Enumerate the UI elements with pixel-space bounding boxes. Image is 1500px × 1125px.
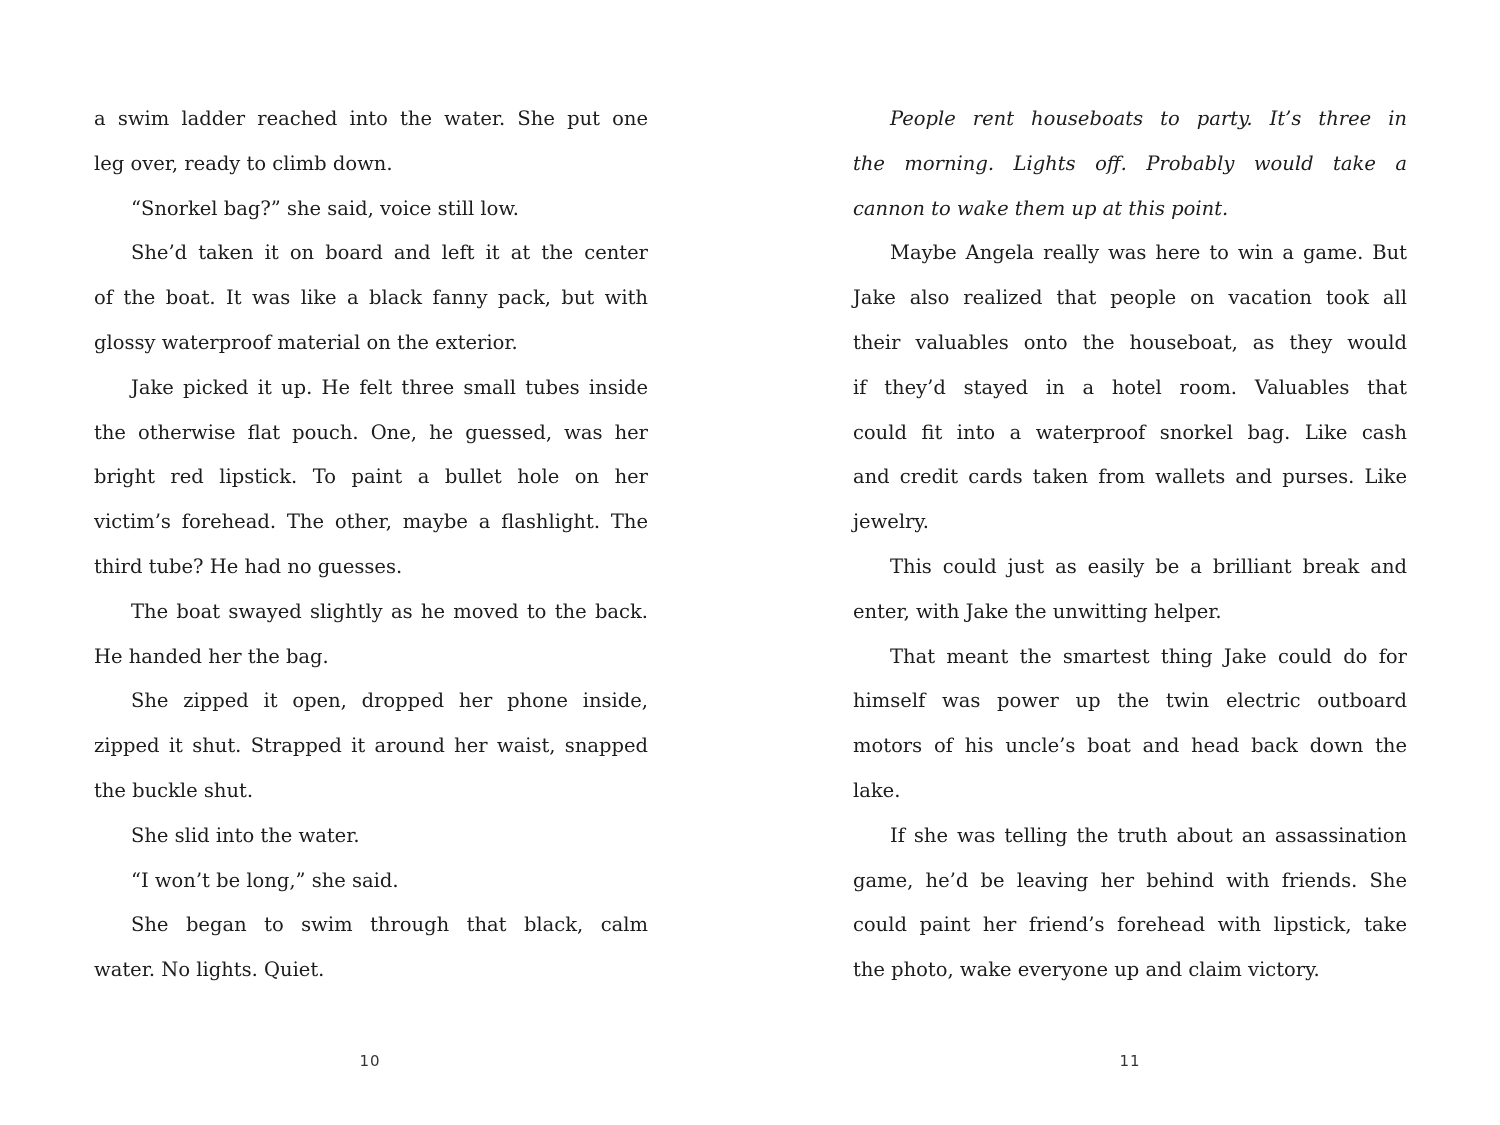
text-line: This could just as easily be a brilliant break and (890, 554, 1407, 578)
text-line: Jake picked it up. He felt three small tubes inside (131, 375, 648, 399)
text-line: Jake also realized that people on vacation took all (853, 286, 1407, 310)
text-line: enter, with Jake the unwitting helper. (853, 599, 1222, 623)
text-line: and credit cards taken from wallets and purses. Like (853, 465, 1407, 489)
text-line: bright red lipstick. To paint a bullet hole on her (94, 465, 648, 489)
text-line: The boat swayed slightly as he moved to the back. (131, 599, 648, 623)
text-line: cannon to wake them up at this point. (853, 196, 1229, 220)
text-line: She zipped it open, dropped her phone inside, (131, 689, 648, 713)
text-line: third tube? He had no guesses. (94, 554, 403, 578)
page-number-right: 11 (1119, 1052, 1141, 1070)
right-page-text (853, 97, 1407, 993)
text-line: She began to swim through that black, calm (131, 913, 648, 937)
text-line: water. No lights. Quiet. (94, 958, 325, 982)
text-line: the otherwise flat pouch. One, he guessed, was her (94, 420, 648, 444)
text-line: “Snorkel bag?” she said, voice still low. (131, 196, 519, 220)
text-line: He handed her the bag. (94, 644, 329, 668)
text-line: She’d taken it on board and left it at the center (131, 241, 648, 265)
text-line: lake. (853, 778, 901, 802)
text-line: zipped it shut. Strapped it around her waist, snapped (94, 734, 648, 758)
text-line: She slid into the water. (131, 823, 360, 847)
text-line: Maybe Angela really was here to win a game. But (890, 241, 1407, 265)
text-line: If she was telling the truth about an assassination (890, 823, 1407, 847)
text-line: a swim ladder reached into the water. She put one (94, 107, 648, 130)
text-line: jewelry. (853, 510, 930, 534)
text-line: That meant the smartest thing Jake could do for (890, 644, 1407, 668)
text-line: the morning. Lights off. Probably would take a (853, 151, 1407, 175)
text-line: “I won’t be long,” she said. (131, 868, 399, 892)
text-line: could fit into a waterproof snorkel bag. Like cash (853, 420, 1407, 444)
text-line: People rent houseboats to party. It’s three in (890, 107, 1407, 130)
text-line: leg over, ready to climb down. (94, 151, 393, 175)
text-line: if they’d stayed in a hotel room. Valuables that (853, 375, 1407, 399)
text-line: motors of his uncle’s boat and head back down the (853, 734, 1407, 758)
page-number-left: 10 (359, 1052, 381, 1070)
left-page-text (94, 97, 648, 993)
text-line: the buckle shut. (94, 778, 254, 802)
text-line: the photo, wake everyone up and claim victory. (853, 958, 1320, 982)
text-line: himself was power up the twin electric outboard (853, 689, 1407, 713)
text-line: of the boat. It was like a black fanny pack, but with (94, 286, 648, 310)
text-line: their valuables onto the houseboat, as they would (853, 330, 1407, 354)
text-line: game, he’d be leaving her behind with friends. She (853, 868, 1407, 892)
text-line: could paint her friend’s forehead with lipstick, take (853, 913, 1407, 937)
text-line: victim’s forehead. The other, maybe a flashlight. The (94, 510, 648, 534)
text-line: glossy waterproof material on the exterior. (94, 330, 518, 354)
